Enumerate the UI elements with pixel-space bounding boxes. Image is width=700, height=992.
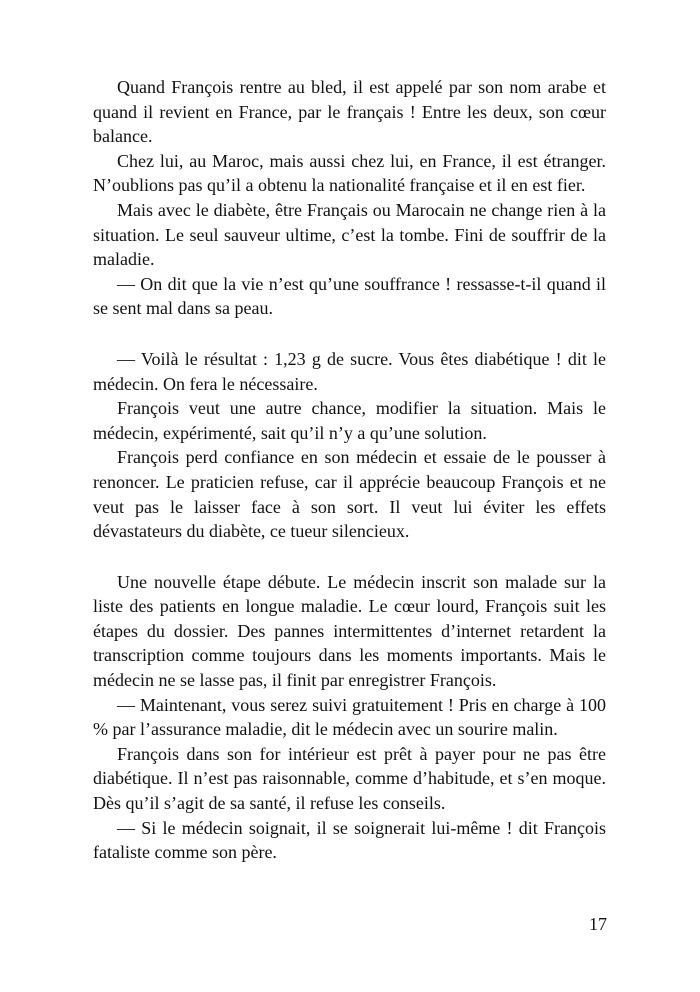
paragraph: Mais avec le diabète, être Français ou Marocain ne change rien à la situation. Le seul sauveur ultime, c’est la tombe. Fini de souffrir de la maladie. <box>93 199 606 270</box>
paragraph: — Maintenant, vous serez suivi gratuitement ! Pris en charge à 100 % par l’assurance maladie, dit le médecin avec un sourire malin. <box>93 694 606 740</box>
text-section-1 <box>93 75 606 321</box>
page-number: 17 <box>589 914 607 934</box>
paragraph: — Voilà le résultat : 1,23 g de sucre. Vous êtes diabétique ! dit le médecin. On fera le nécessaire. <box>93 348 606 394</box>
paragraph: — On dit que la vie n’est qu’une souffrance ! ressasse-t-il quand il se sent mal dans sa peau. <box>93 273 606 319</box>
paragraph: Chez lui, au Maroc, mais aussi chez lui, en France, il est étranger. N’oublions pas qu’il a obtenu la nationalité française et il en est fier. <box>93 150 606 196</box>
paragraph: Une nouvelle étape débute. Le médecin inscrit son malade sur la liste des patients en longue maladie. Le cœur lourd, François suit les étapes du dossier. Des pannes intermittentes d’internet retardent la transcription comme toujours dans les moments importants. Mais le médecin ne se lasse pas, il finit par enregistrer François. <box>93 571 606 691</box>
paragraph: François dans son for intérieur est prêt à payer pour ne pas être diabétique. Il n’est pas raisonnable, comme d’habitude, et s’en moque. Dès qu’il s’agit de sa santé, il refuse les conseils. <box>93 743 606 814</box>
paragraph: François veut une autre chance, modifier la situation. Mais le médecin, expérimenté, sait qu’il n’y a qu’une solution. <box>93 398 606 443</box>
page-body <box>93 75 606 865</box>
paragraph: Quand François rentre au bled, il est appelé par son nom arabe et quand il revient en France, par le français ! Entre les deux, son cœur balance. <box>93 77 606 147</box>
paragraph: — Si le médecin soignait, il se soignerait lui-même ! dit François fataliste comme son père. <box>93 817 606 863</box>
text-section-3 <box>93 570 606 865</box>
paragraph: François perd confiance en son médecin et essaie de le pousser à renoncer. Le praticien refuse, car il apprécie beaucoup François et ne veut pas le laisser face à son sort. Il veut lui éviter les effets dévastateurs du diabète, ce tueur silencieux. <box>93 447 606 542</box>
text-section-2 <box>93 347 606 544</box>
